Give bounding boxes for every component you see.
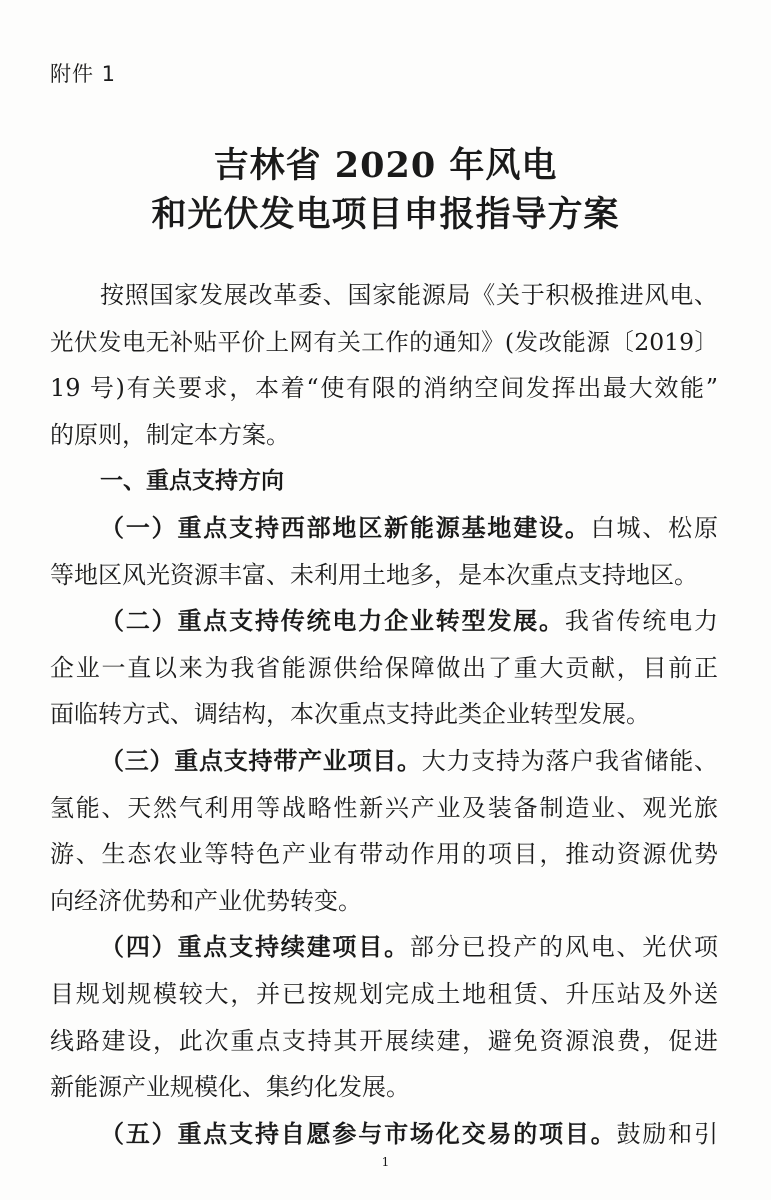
item-1-text: 白城、松原 xyxy=(590,513,719,542)
document-body xyxy=(50,272,718,1157)
item-4-line-1 xyxy=(50,924,718,971)
document-title-line-1: 吉林省 2020 年风电 xyxy=(213,145,558,186)
item-5-text: 鼓励和引 xyxy=(616,1119,719,1148)
item-1-line-1 xyxy=(50,505,718,552)
item-4-line-4: 新能源产业规模化、集约化发展。 xyxy=(50,1073,410,1102)
item-2-text: 我省传统电力 xyxy=(564,607,719,636)
document-title-line-2: 和光伏发电项目申报指导方案 xyxy=(151,194,620,235)
item-3-text: 大力支持为落户我省储能、 xyxy=(421,746,718,775)
item-2-line-1 xyxy=(50,598,718,645)
item-1-line-2: 等地区风光资源丰富、未利用土地多，是本次重点支持地区。 xyxy=(50,560,698,589)
item-5-line-1 xyxy=(50,1111,718,1158)
attachment-label: 附件 1 xyxy=(50,62,117,86)
item-3-line-4: 向经济优势和产业优势转变。 xyxy=(50,886,362,915)
item-3-line-2: 氢能、天然气利用等战略性新兴产业及装备制造业、观光旅 xyxy=(50,793,718,822)
item-1-heading: （一）重点支持西部地区新能源基地建设。 xyxy=(100,512,591,542)
item-3-line-1 xyxy=(50,738,718,785)
item-4-text: 部分已投产的风电、光伏项 xyxy=(409,933,719,962)
intro-line-2: 光伏发电无补贴平价上网有关工作的通知》(发改能源〔2019〕 xyxy=(50,327,718,356)
intro-line-3: 19 号)有关要求，本着“使有限的消纳空间发挥出最大效能” xyxy=(50,374,718,403)
item-2-line-3: 面临转方式、调结构，本次重点支持此类企业转型发展。 xyxy=(50,700,650,729)
item-3-heading: （三）重点支持带产业项目。 xyxy=(100,745,422,775)
intro-line-4: 的原则，制定本方案。 xyxy=(50,420,290,449)
item-3-line-3: 游、生态农业等特色产业有带动作用的项目，推动资源优势 xyxy=(50,840,718,869)
item-2-heading: （二）重点支持传统电力企业转型发展。 xyxy=(100,606,565,636)
item-4-line-2: 目规划规模较大，并已按规划完成土地租赁、升压站及外送 xyxy=(50,979,718,1008)
page-number: 1 xyxy=(381,1155,390,1169)
item-4-heading: （四）重点支持续建项目。 xyxy=(100,932,410,962)
item-5-heading: （五）重点支持自愿参与市场化交易的项目。 xyxy=(100,1118,617,1148)
item-4-line-3: 线路建设，此次重点支持其开展续建，避免资源浪费，促进 xyxy=(50,1026,718,1055)
item-2-line-2: 企业一直以来为我省能源供给保障做出了重大贡献，目前正 xyxy=(50,653,718,682)
intro-line-1: 按照国家发展改革委、国家能源局《关于积极推进风电、 xyxy=(100,281,718,309)
section-heading: 一、重点支持方向 xyxy=(100,468,284,495)
